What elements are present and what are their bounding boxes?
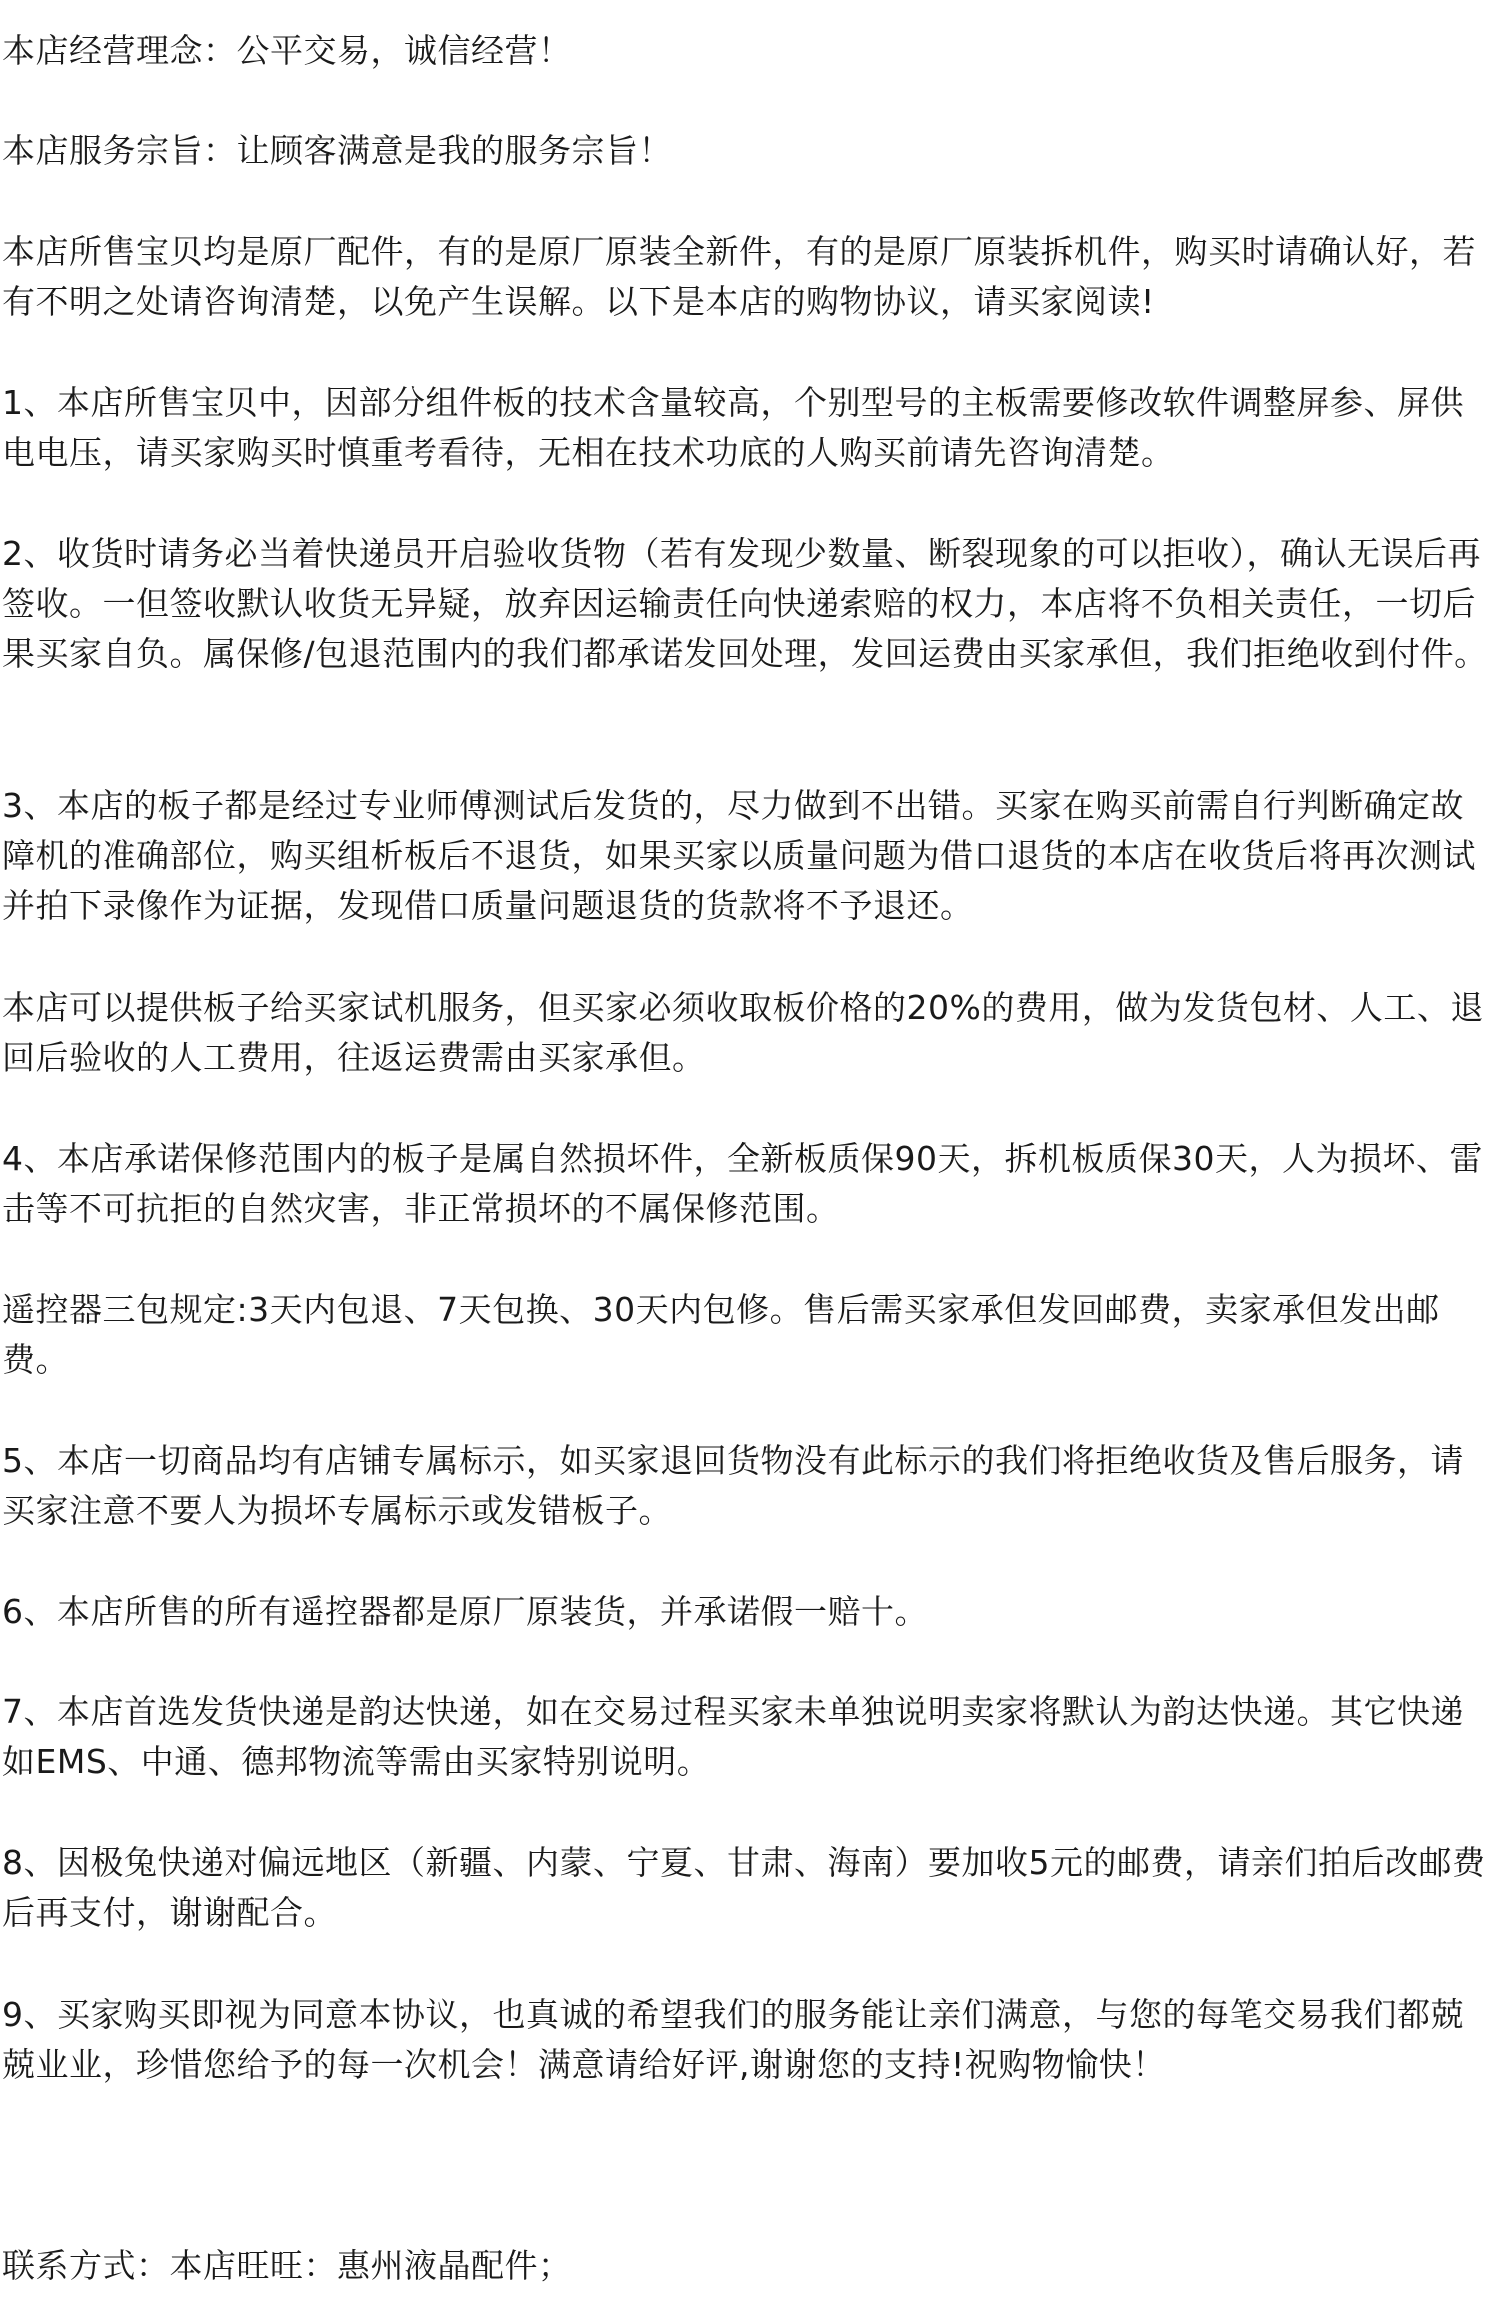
clause-1: 1、本店所售宝贝中，因部分组件板的技术含量较高，个别型号的主板需要修改软件调整屏参、屏供电电压，请买家购买时慎重考看待，无相在技术功底的人购买前请先咨询清楚。 bbox=[2, 383, 1464, 472]
clause-4: 4、本店承诺保修范围内的板子是属自然损坏件，全新板质保90天，拆机板质保30天，人为损坏、雷击等不可抗拒的自然灾害，非正常损坏的不属保修范围。 bbox=[2, 1139, 1483, 1228]
clause-9: 9、买家购买即视为同意本协议，也真诚的希望我们的服务能让亲们满意，与您的每笔交易我们都兢兢业业，珍惜您给予的每一次机会！满意请给好评,谢谢您的支持!祝购物愉快！ bbox=[2, 1995, 1464, 2084]
contact-info: 联系方式：本店旺旺：惠州液晶配件； bbox=[2, 2246, 572, 2285]
service-purpose: 本店服务宗旨：让顾客满意是我的服务宗旨！ bbox=[2, 131, 672, 170]
clause-6: 6、本店所售的所有遥控器都是原厂原装货，并承诺假一赔十。 bbox=[2, 1592, 928, 1631]
clause-8: 8、因极兔快递对偏远地区（新疆、内蒙、宁夏、甘肃、海南）要加收5元的邮费，请亲们拍后改邮费后再支付，谢谢配合。 bbox=[2, 1843, 1486, 1932]
trial-service-note: 本店可以提供板子给买家试机服务，但买家必须收取板价格的20%的费用，做为发货包材、人工、退回后验收的人工费用，往返运费需由买家承但。 bbox=[2, 988, 1484, 1077]
remote-warranty-note: 遥控器三包规定:3天内包退、7天包换、30天内包修。售后需买家承但发回邮费，卖家承但发出邮费。 bbox=[2, 1290, 1440, 1379]
business-philosophy: 本店经营理念：公平交易，诚信经营！ bbox=[2, 31, 572, 70]
clause-5: 5、本店一切商品均有店铺专属标示，如买家退回货物没有此标示的我们将拒绝收货及售后服务，请买家注意不要人为损坏专属标示或发错板子。 bbox=[2, 1441, 1464, 1530]
clause-7: 7、本店首选发货快递是韵达快递，如在交易过程买家未单独说明卖家将默认为韵达快递。其它快递如EMS、中通、德邦物流等需由买家特别说明。 bbox=[2, 1692, 1464, 1781]
clause-2: 2、收货时请务必当着快递员开启验收货物（若有发现少数量、断裂现象的可以拒收），确认无误后再签收。一但签收默认收货无异疑，放弃因运输责任向快递索赔的权力，本店将不负相关责任，一切后果买家自负。属保修/包退范围内的我们都承诺发回处理，发回运费由买家承但，我们拒绝收到付件。 bbox=[2, 534, 1488, 673]
intro-paragraph: 本店所售宝贝均是原厂配件，有的是原厂原装全新件，有的是原厂原装拆机件，购买时请确认好，若有不明之处请咨询清楚，以免产生误解。以下是本店的购物协议，请买家阅读! bbox=[2, 232, 1476, 321]
clause-3: 3、本店的板子都是经过专业师傅测试后发货的，尽力做到不出错。买家在购买前需自行判断确定故障机的准确部位，购买组析板后不退货，如果买家以质量问题为借口退货的本店在收货后将再次测试并拍下录像作为证据，发现借口质量问题退货的货款将不予退还。 bbox=[2, 786, 1476, 925]
